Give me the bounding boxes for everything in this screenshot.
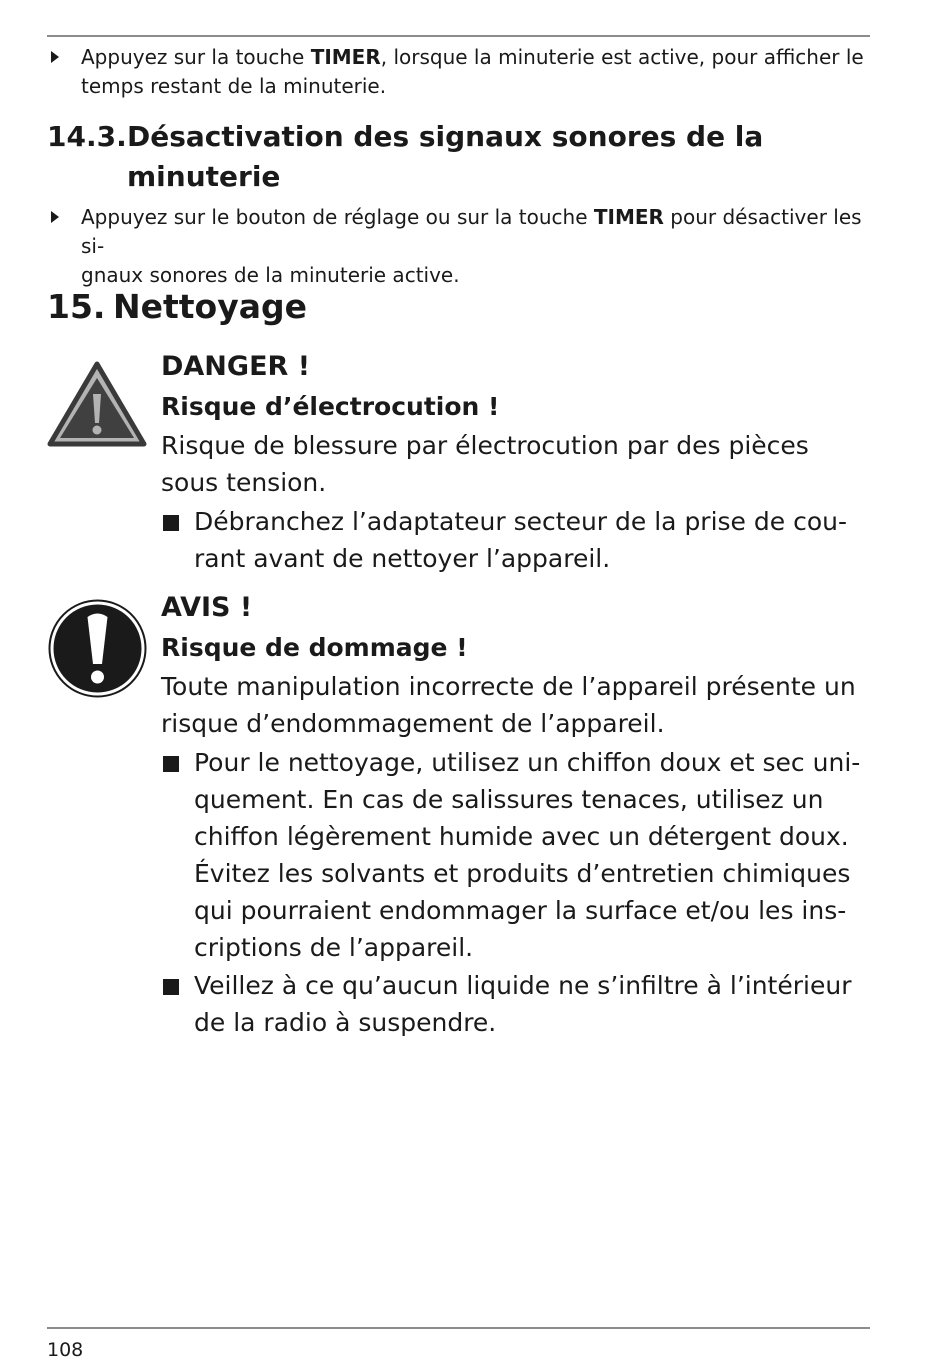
notice-subtitle: Risque de dommage ! <box>161 633 468 662</box>
timer-key-label: TIMER <box>310 45 381 69</box>
section-14-3-number: 14.3. <box>47 120 127 153</box>
page-number: 108 <box>47 1339 84 1361</box>
notice-bullet1-line: Pour le nettoyage, utilisez un chiffon doux et sec uni- <box>194 748 861 777</box>
section-15-title: Nettoyage <box>113 287 308 326</box>
danger-bullet-line1: Débranchez l’adaptateur secteur de la prise de cou- <box>194 507 847 536</box>
section-14-3-instruction-text <box>81 203 870 290</box>
notice-bullet1-line: quement. En cas de salissures tenaces, utilisez un <box>194 785 824 814</box>
instruction-text-line2: gnaux sonores de la minuterie active. <box>81 263 460 287</box>
notice-bullet1-line: chiffon légèrement humide avec un détergent doux. <box>194 822 849 851</box>
danger-signal-word: DANGER ! <box>161 351 311 382</box>
section-15-number: 15. <box>47 287 106 326</box>
notice-bullet-cleaning <box>161 744 873 966</box>
danger-bullet-line2: rant avant de nettoyer l’appareil. <box>194 544 611 573</box>
danger-text <box>161 427 873 501</box>
notice-bullet1-line: criptions de l’appareil. <box>194 933 474 962</box>
notice-bullet2-line: de la radio à suspendre. <box>194 1008 497 1037</box>
intro-text-after: , lorsque la minuterie est active, pour afficher le <box>380 45 864 69</box>
intro-text-line2: temps restant de la minuterie. <box>81 74 387 98</box>
notice-text-line2: risque d’endommagement de l’appareil. <box>161 709 665 738</box>
intro-text-before: Appuyez sur la touche <box>81 45 311 69</box>
square-bullet-icon <box>163 756 179 772</box>
notice-signal-word: AVIS ! <box>161 592 253 623</box>
section-14-3-title <box>127 117 827 197</box>
notice-text <box>161 668 873 742</box>
danger-bullet <box>161 503 873 577</box>
warning-triangle-icon <box>47 361 147 451</box>
bottom-rule <box>47 1327 870 1329</box>
exclamation-circle-icon <box>47 598 148 703</box>
top-rule <box>47 35 870 37</box>
section-14-3-instruction <box>47 203 870 290</box>
notice-block <box>161 588 873 1041</box>
danger-warning-block <box>161 347 873 577</box>
danger-text-line2: sous tension. <box>161 468 327 497</box>
intro-instruction-text <box>81 43 870 101</box>
square-bullet-icon <box>163 979 179 995</box>
danger-text-line1: Risque de blessure par électrocution par des pièces <box>161 431 809 460</box>
section-14-3-title-line1: Désactivation des signaux sonores de la <box>127 120 764 153</box>
notice-bullet1-line: Évitez les solvants et produits d’entretien chimiques <box>194 859 851 888</box>
square-bullet-icon <box>163 515 179 531</box>
section-14-3-title-line2: minuterie <box>127 160 281 193</box>
arrow-bullet-icon <box>51 211 59 223</box>
danger-subtitle: Risque d’électrocution ! <box>161 392 500 421</box>
notice-text-line1: Toute manipulation incorrecte de l’appareil présente un <box>161 672 856 701</box>
arrow-bullet-icon <box>51 51 59 63</box>
section-15-heading <box>47 284 307 330</box>
notice-bullet1-line: qui pourraient endommager la surface et/ou les ins- <box>194 896 847 925</box>
notice-bullet2-line: Veillez à ce qu’aucun liquide ne s’infiltre à l’intérieur <box>194 971 852 1000</box>
instruction-text-before: Appuyez sur le bouton de réglage ou sur la touche <box>81 205 594 229</box>
instruction-text-after: pour désactiver les si- <box>81 205 862 258</box>
notice-bullet-liquid <box>161 967 873 1041</box>
intro-instruction <box>47 43 870 101</box>
timer-key-label: TIMER <box>593 205 664 229</box>
